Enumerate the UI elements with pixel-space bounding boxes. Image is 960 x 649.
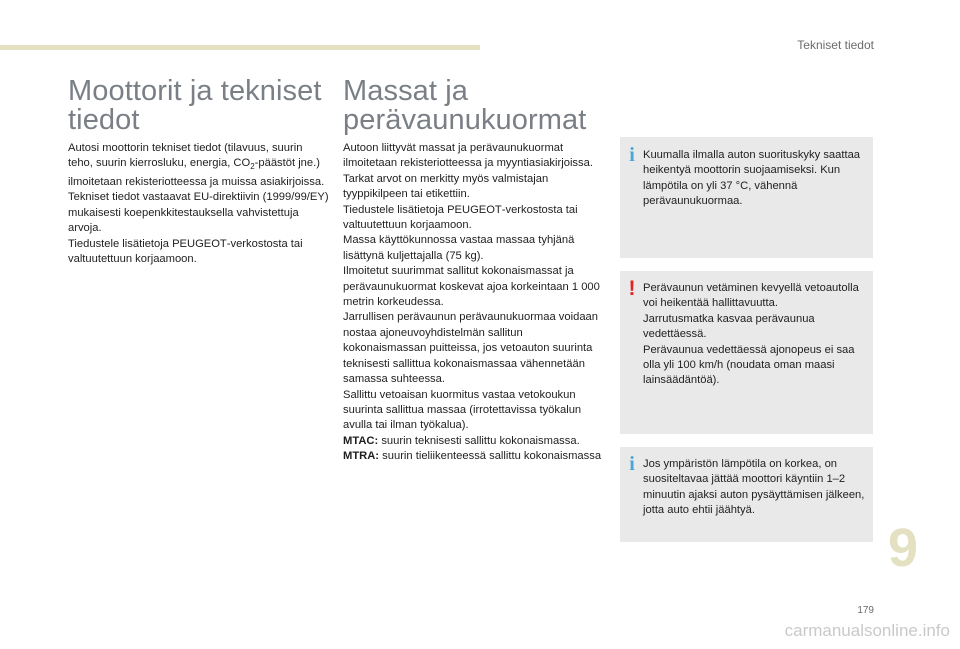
engines-paragraph-3: Tiedustele lisätietoja PEUGEOT-verkostosta tai valtuutettuun korjaamoon.: [68, 237, 303, 266]
masses-paragraph-7: Sallittu vetoaisan kuormitus vastaa vetokoukun suurinta sallittua massaa (irrotettavissa työkalun avulla tai ilman työkalua).: [343, 388, 582, 432]
engines-paragraph-2: Tekniset tiedot vastaavat EU-direktiivin (1999/99/EY) mukaisesti koepenkkitestauksella vahvistettuja arvoja.: [68, 191, 329, 235]
warning-note-towing: [620, 271, 873, 434]
masses-paragraph-4: Massa käyttökunnossa vastaa massaa tyhjänä lisättynä kuljettajalla (75 kg).: [343, 234, 575, 262]
masses-heading-line2: perävaunukuormat: [343, 104, 587, 136]
info-icon: i: [629, 144, 635, 166]
info-note-cooldown: [620, 447, 873, 542]
masses-paragraph-1: Autoon liittyvät massat ja perävaunukuormat ilmoitetaan rekisteriotteessa ja myyntiasiakirjoissa.: [343, 142, 593, 170]
watermark: carmanualsonline.info: [784, 621, 950, 640]
brand-name: PEUGEOT: [172, 237, 227, 250]
warning-icon: !: [628, 277, 636, 300]
section-title: Tekniset tiedot: [797, 38, 874, 52]
chapter-number: 9: [888, 518, 919, 578]
page-number: 179: [857, 605, 874, 616]
engines-heading-line1: Moottorit ja tekniset: [68, 75, 322, 107]
section-accent-bar: [0, 45, 480, 50]
masses-paragraph-2: Tarkat arvot on merkitty myös valmistajan tyyppikilpeen tai etikettiin.: [343, 172, 549, 201]
brand-name: PEUGEOT: [447, 203, 502, 216]
warning-note-towing-text: Perävaunun vetäminen kevyellä vetoautolla voi heikentää hallittavuutta. Jarrutusmatka kasvaa perävaunua vedettäessä. Perävaunua vedettäessä ajonopeus ei saa olla yli 100 km/h (noudata oman maasi lainsäädäntöä).: [643, 282, 859, 387]
engines-heading: [68, 77, 338, 135]
mtac-label: MTAC:: [343, 434, 379, 447]
mtra-definition: MTRA: suurin tieliikenteessä sallittu kokonaismassa: [343, 450, 602, 463]
engines-heading-line2: tiedot: [68, 104, 140, 136]
info-icon: i: [629, 453, 635, 475]
engines-text-column: [68, 141, 330, 267]
info-note-cooldown-text: Jos ympäristön lämpötila on korkea, on suositeltavaa jättää moottori käyntiin 1–2 minuutin ajaksi auton pysäyttämisen jälkeen, jotta auto ehtii jäähtyä.: [643, 458, 865, 517]
info-note-heat: [620, 137, 873, 258]
mtra-label: MTRA:: [343, 450, 380, 463]
info-note-heat-text: Kuumalla ilmalla auton suorituskyky saattaa heikentyä moottorin suojaamiseksi. Kun lämpötila on yli 37 °C, vähennä perävaunukuormaa.: [643, 149, 861, 208]
masses-paragraph-6: Jarrullisen perävaunun perävaunukuormaa voidaan nostaa ajoneuvoyhdistelmän sallitun kokonaismassan puitteissa, jos vetoauton suurinta teknisesti sallittua kokonaismassaa vähennetään samassa suhteessa.: [343, 311, 598, 386]
masses-heading: [343, 77, 613, 135]
engines-paragraph-1: Autosi moottorin tekniset tiedot (tilavuus, suurin teho, suurin kierrosluku, energia, $CO_2$-päästöt jne.) ilmoitetaan rekisteriotteessa ja muissa asiakirjoissa.: [68, 142, 325, 189]
mtac-definition: MTAC: suurin teknisesti sallittu kokonaismassa.: [343, 434, 580, 447]
masses-paragraph-3: Tiedustele lisätietoja PEUGEOT-verkostosta tai valtuutettuun korjaamoon.: [343, 203, 578, 232]
masses-paragraph-5: Ilmoitetut suurimmat sallitut kokonaismassat ja perävaunukuormat koskevat ajoa korkeintaan 1 000 metrin korkeudessa.: [343, 265, 600, 309]
masses-text-column: [343, 141, 605, 465]
masses-heading-line1: Massat ja: [343, 75, 468, 107]
